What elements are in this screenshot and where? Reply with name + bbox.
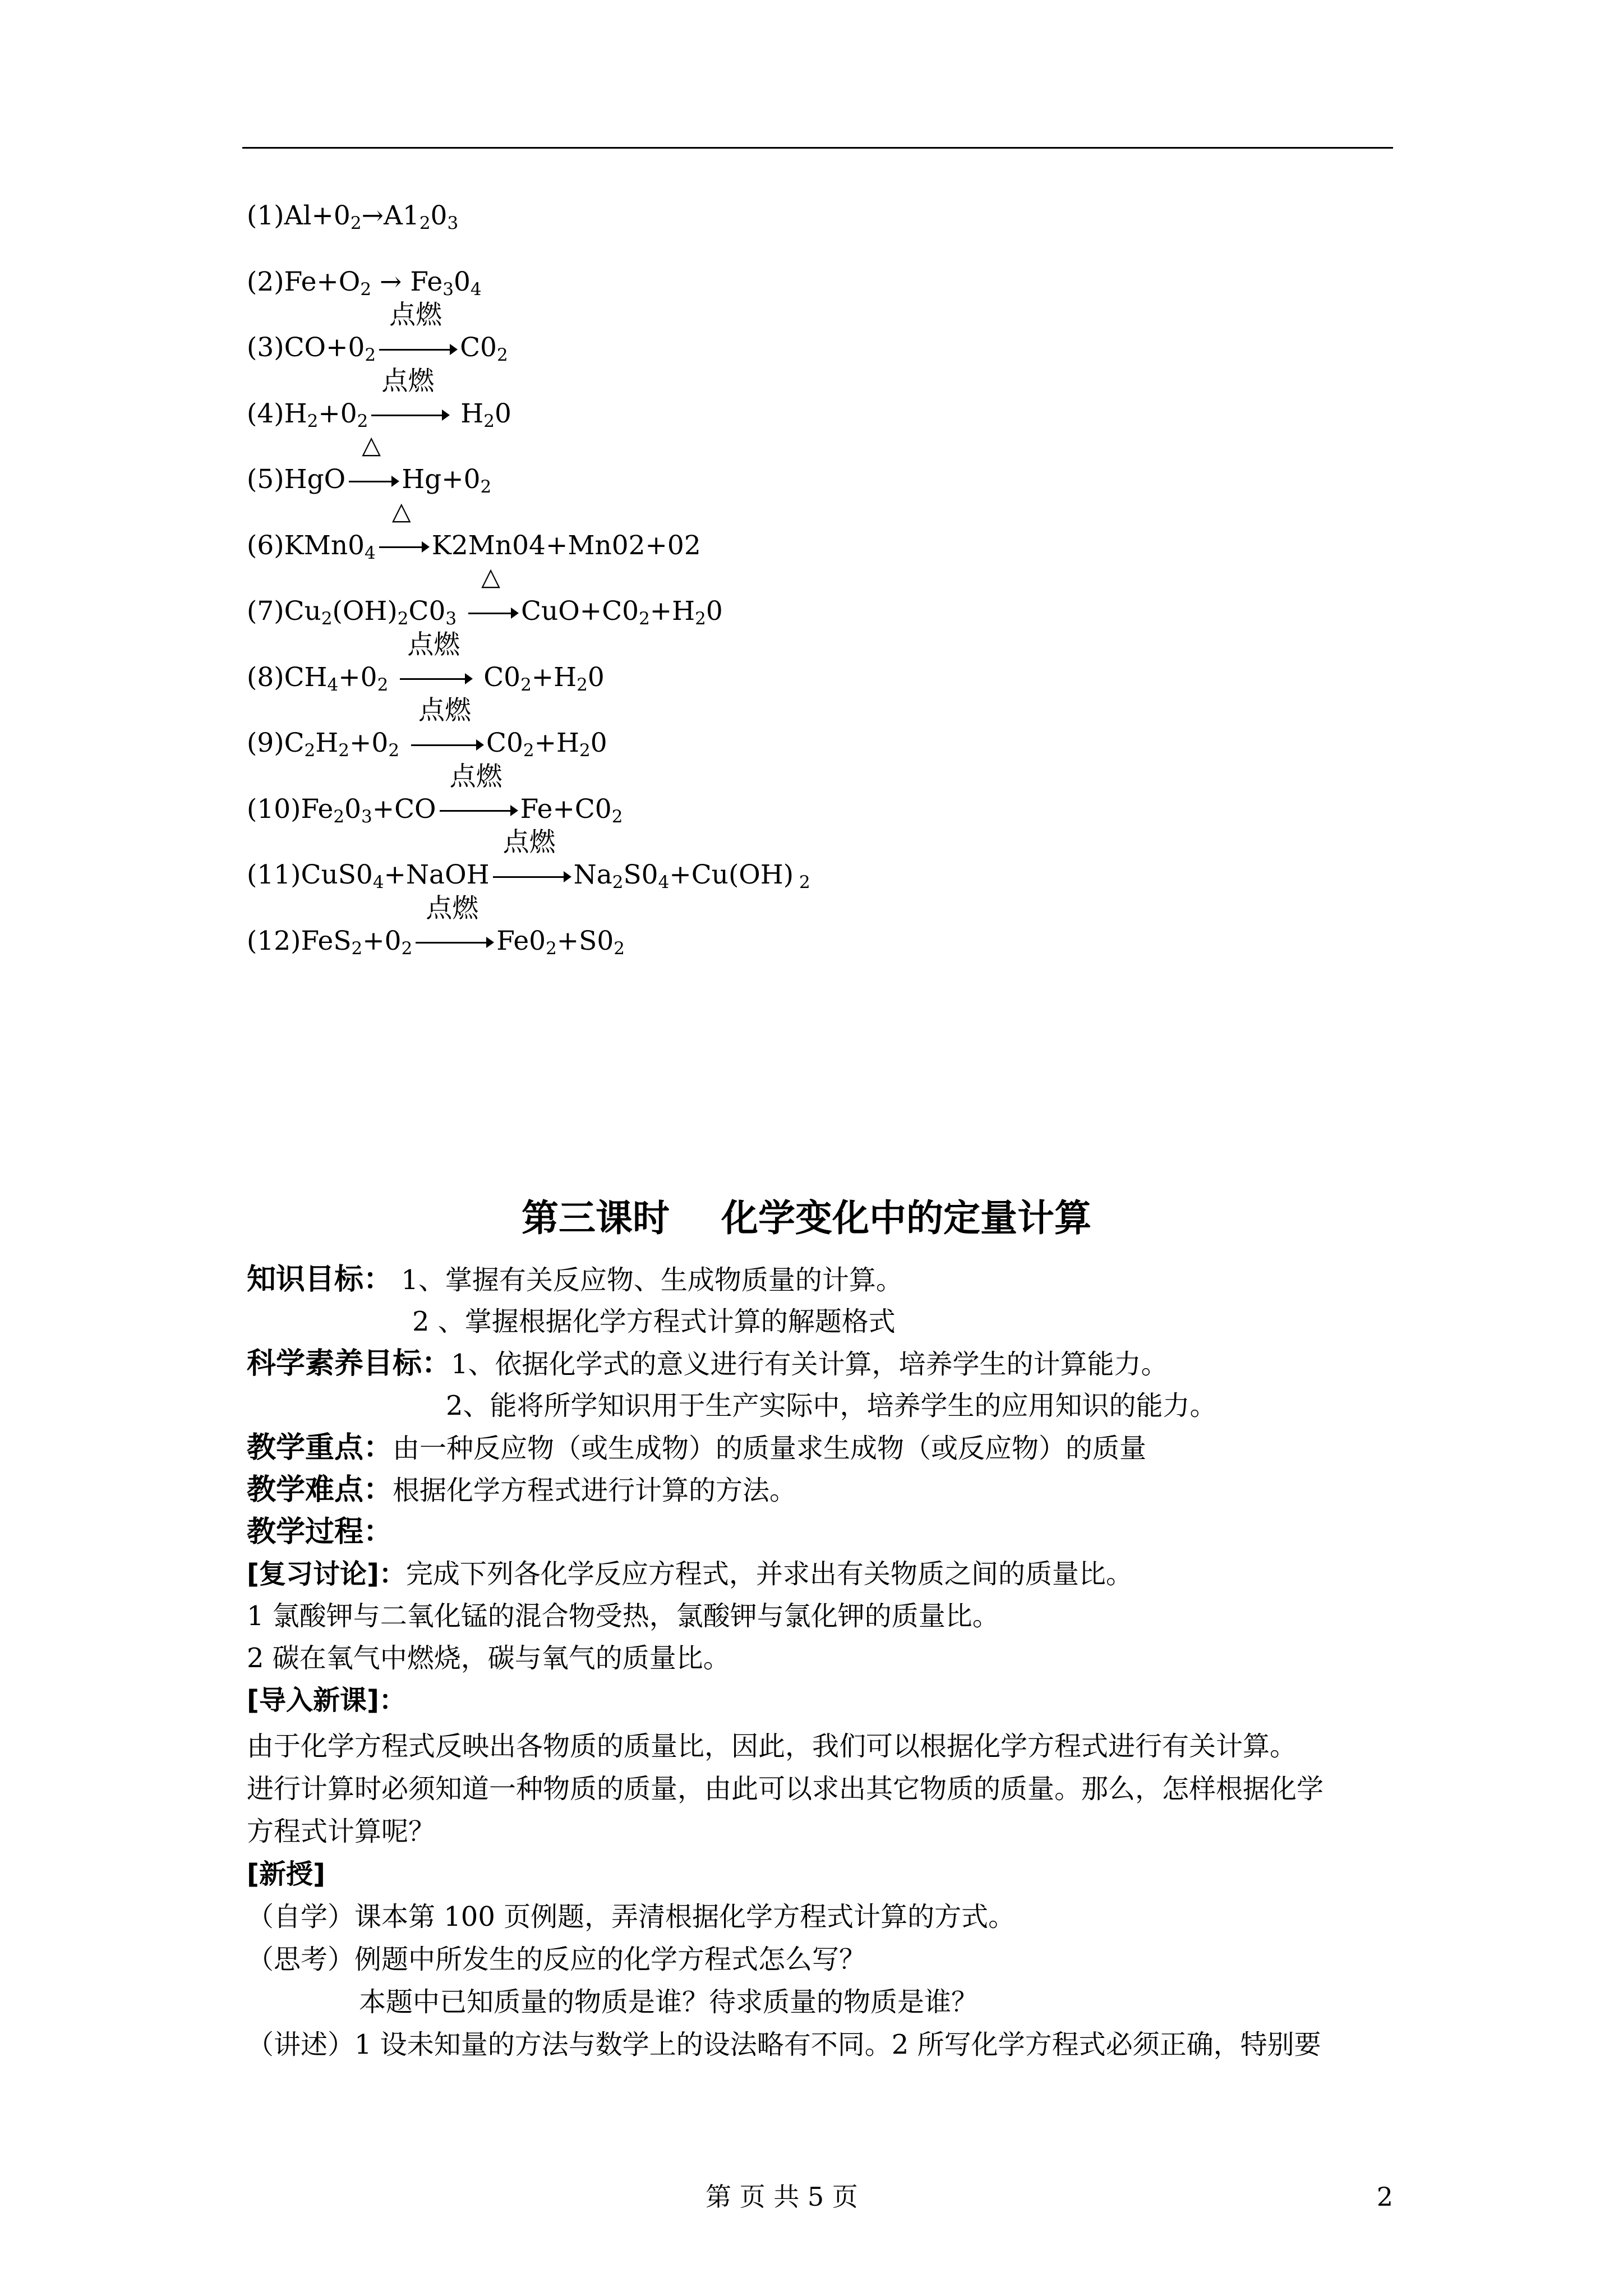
formula-text: (11)CuS0 bbox=[247, 859, 373, 890]
subscript: 4 bbox=[327, 674, 339, 695]
reaction-arrow bbox=[379, 349, 452, 351]
footer-page-number: 2 bbox=[1376, 2182, 1393, 2212]
subscript: 2 bbox=[496, 345, 508, 365]
formula-text: →A1 bbox=[361, 200, 419, 231]
formula-text: Fe+C0 bbox=[520, 793, 612, 825]
knowledge-goal-2: 2 、掌握根据化学方程式计算的解题格式 bbox=[412, 1306, 896, 1337]
formula-text: 0 bbox=[430, 200, 448, 231]
subscript: 2 bbox=[377, 674, 389, 695]
subscript: 2 bbox=[321, 609, 333, 629]
formula-text: 0 bbox=[706, 596, 723, 627]
formula-text: +H bbox=[534, 728, 579, 758]
review-discussion: [复习讨论]：完成下列各化学反应方程式，并求出有关物质之间的质量比。 bbox=[247, 1558, 1133, 1590]
formula-text: 0 bbox=[590, 728, 607, 758]
subscript: 2 bbox=[365, 345, 376, 365]
formula-text: +0 bbox=[338, 661, 377, 693]
formula-text: (3)CO+0 bbox=[247, 332, 365, 363]
formula-text: +0 bbox=[349, 728, 389, 758]
reaction-arrow bbox=[379, 546, 424, 548]
think-question-1: （思考）例题中所发生的反应的化学方程式怎么写？ bbox=[247, 1944, 866, 1975]
equation-2 bbox=[247, 266, 482, 298]
formula-text: K2Mn04+Mn02+02 bbox=[431, 530, 701, 561]
subscript: 2 bbox=[611, 806, 623, 827]
formula-text: C0 bbox=[460, 332, 497, 363]
subscript: 2 bbox=[546, 938, 557, 959]
reaction-arrow bbox=[416, 942, 488, 944]
subscript: 2 bbox=[579, 740, 591, 761]
teaching-difficulty: 教学难点：根据化学方程式进行计算的方法。 bbox=[247, 1473, 797, 1507]
ignition-condition-label: 点燃 bbox=[418, 695, 471, 726]
equation-5 bbox=[247, 464, 491, 495]
subscript: 2 bbox=[401, 938, 413, 959]
equation-8 bbox=[247, 662, 605, 693]
reaction-arrow bbox=[493, 876, 566, 878]
subscript: 2 bbox=[360, 279, 372, 300]
reaction-arrow bbox=[371, 415, 444, 416]
subscript: 2 bbox=[480, 477, 492, 497]
teaching-key-point: 教学重点：由一种反应物（或生成物）的质量求生成物（或反应物）的质量 bbox=[247, 1431, 1147, 1465]
subscript: 2 bbox=[695, 609, 706, 629]
formula-text: +H bbox=[649, 596, 695, 627]
intro-paragraph-line-2: 进行计算时必须知道一种物质的质量，由此可以求出其它物质的质量。那么，怎样根据化学 bbox=[247, 1773, 1324, 1805]
formula-text: +H bbox=[531, 661, 577, 693]
equation-3 bbox=[247, 332, 508, 364]
subscript: 3 bbox=[361, 806, 372, 827]
intro-heading: [导入新课]： bbox=[247, 1685, 406, 1716]
formula-text: H bbox=[315, 728, 339, 758]
formula-text bbox=[399, 728, 408, 758]
self-study: （自学）课本第 100 页例题，弄清根据化学方程式计算的方式。 bbox=[247, 1901, 1016, 1932]
subscript: 2 bbox=[520, 674, 532, 695]
subscript: 3 bbox=[447, 213, 459, 233]
ignition-condition-label: 点燃 bbox=[381, 365, 435, 397]
ignition-condition-label: 点燃 bbox=[502, 827, 556, 858]
formula-text: (2)Fe+O bbox=[247, 266, 361, 297]
subscript: 2 bbox=[357, 411, 368, 431]
subscript: 2 bbox=[523, 740, 534, 761]
intro-paragraph-line-1: 由于化学方程式反映出各物质的质量比，因此，我们可以根据化学方程式进行有关计算。 bbox=[247, 1731, 1297, 1762]
subscript: 2 bbox=[397, 609, 409, 629]
formula-text: Hg+0 bbox=[402, 464, 481, 495]
formula-text: C0 bbox=[408, 596, 446, 627]
formula-text: (10)Fe bbox=[247, 793, 334, 825]
ignition-condition-label: 点燃 bbox=[426, 892, 479, 924]
teaching-process-heading: 教学过程： bbox=[247, 1515, 393, 1549]
formula-text: (8)CH bbox=[247, 661, 328, 693]
formula-text: C0 bbox=[475, 661, 521, 693]
equation-7 bbox=[247, 596, 723, 627]
subscript: 4 bbox=[365, 542, 376, 563]
formula-text: H bbox=[452, 398, 484, 429]
formula-text: +S0 bbox=[556, 925, 614, 956]
formula-text: (4)H bbox=[247, 398, 307, 429]
subscript: 2 bbox=[794, 872, 810, 892]
reaction-arrow bbox=[400, 678, 467, 680]
equation-11 bbox=[247, 859, 810, 891]
subscript: 2 bbox=[419, 213, 431, 233]
ignition-condition-label: 点燃 bbox=[389, 300, 442, 330]
subscript: 4 bbox=[470, 279, 482, 300]
reaction-arrow bbox=[468, 613, 513, 614]
science-goal-2: 2、能将所学知识用于生产实际中，培养学生的应用知识的能力。 bbox=[446, 1390, 1217, 1421]
subscript: 3 bbox=[442, 279, 454, 300]
footer-page-info: 第 页 共 5 页 bbox=[706, 2182, 858, 2212]
heating-condition-triangle: △ bbox=[362, 431, 381, 459]
subscript: 2 bbox=[388, 740, 400, 761]
subscript: 2 bbox=[338, 740, 350, 761]
subscript: 4 bbox=[658, 872, 670, 892]
subscript: 2 bbox=[577, 674, 588, 695]
formula-text: (9)C bbox=[247, 728, 305, 758]
subscript: 2 bbox=[307, 411, 319, 431]
subscript: 2 bbox=[614, 938, 625, 959]
formula-text: (7)Cu bbox=[247, 596, 321, 627]
ignition-condition-label: 点燃 bbox=[449, 761, 502, 792]
subscript: 2 bbox=[304, 740, 316, 761]
heating-condition-triangle: △ bbox=[391, 496, 411, 526]
formula-text: 0 bbox=[453, 266, 471, 297]
review-item-2: 2 碳在氧气中燃烧，碳与氧气的质量比。 bbox=[247, 1642, 730, 1674]
formula-text: (12)FeS bbox=[247, 925, 352, 956]
equation-12 bbox=[247, 926, 625, 957]
review-item-1: 1 氯酸钾与二氧化锰的混合物受热，氯酸钾与氯化钾的质量比。 bbox=[247, 1600, 999, 1632]
formula-text: → Fe bbox=[371, 266, 443, 297]
subscript: 2 bbox=[333, 806, 345, 827]
formula-text: CuO+C0 bbox=[521, 596, 639, 627]
subscript: 4 bbox=[372, 872, 384, 892]
formula-text: +0 bbox=[318, 398, 357, 429]
formula-text: +NaOH bbox=[384, 859, 490, 890]
subscript: 2 bbox=[612, 872, 624, 892]
ignition-condition-label: 点燃 bbox=[407, 629, 460, 660]
formula-text: C0 bbox=[486, 728, 523, 758]
subscript: 2 bbox=[483, 411, 495, 431]
subscript: 2 bbox=[639, 609, 650, 629]
formula-text: (6)KMn0 bbox=[247, 530, 365, 561]
equation-10 bbox=[247, 794, 623, 825]
formula-text: 0 bbox=[344, 793, 361, 825]
formula-text: 0 bbox=[495, 398, 511, 429]
formula-text: (OH) bbox=[332, 596, 398, 627]
formula-text: (5)HgO bbox=[247, 464, 346, 495]
formula-text: 0 bbox=[587, 661, 605, 693]
formula-text bbox=[457, 596, 465, 627]
new-lesson-heading: [新授] bbox=[247, 1858, 325, 1890]
header-rule bbox=[242, 147, 1393, 149]
subscript: 2 bbox=[351, 938, 363, 959]
formula-text: (1)Al+0 bbox=[247, 200, 351, 231]
intro-paragraph-line-3: 方程式计算呢？ bbox=[247, 1816, 436, 1847]
equation-4 bbox=[247, 398, 511, 430]
equation-1 bbox=[247, 200, 458, 232]
formula-text: +Cu(OH) bbox=[669, 859, 794, 890]
subscript: 2 bbox=[350, 213, 362, 233]
formula-text: Fe0 bbox=[496, 925, 546, 956]
formula-text: S0 bbox=[623, 859, 658, 890]
formula-text: +0 bbox=[362, 925, 402, 956]
equation-9 bbox=[247, 728, 607, 759]
equation-6 bbox=[247, 530, 701, 562]
reaction-arrow bbox=[349, 481, 394, 482]
formula-text bbox=[388, 662, 396, 693]
lecture: （讲述）1 设未知量的方法与数学上的设法略有不同。2 所写化学方程式必须正确，特别要 bbox=[247, 2029, 1321, 2060]
lesson-title: 第三课时 化学变化中的定量计算 bbox=[522, 1197, 1091, 1240]
heating-condition-triangle: △ bbox=[481, 563, 500, 591]
science-goal-1: 科学素养目标：1、依据化学式的意义进行有关计算，培养学生的计算能力。 bbox=[247, 1347, 1168, 1381]
knowledge-goal-1: 知识目标： 1、掌握有关反应物、生成物质量的计算。 bbox=[247, 1263, 903, 1296]
reaction-arrow bbox=[440, 810, 513, 812]
reaction-arrow bbox=[411, 744, 478, 746]
subscript: 3 bbox=[445, 609, 457, 629]
formula-text: Na bbox=[573, 859, 612, 890]
think-question-2: 本题中已知质量的物质是谁？待求质量的物质是谁？ bbox=[359, 1986, 979, 2018]
formula-text: +CO bbox=[372, 793, 436, 825]
